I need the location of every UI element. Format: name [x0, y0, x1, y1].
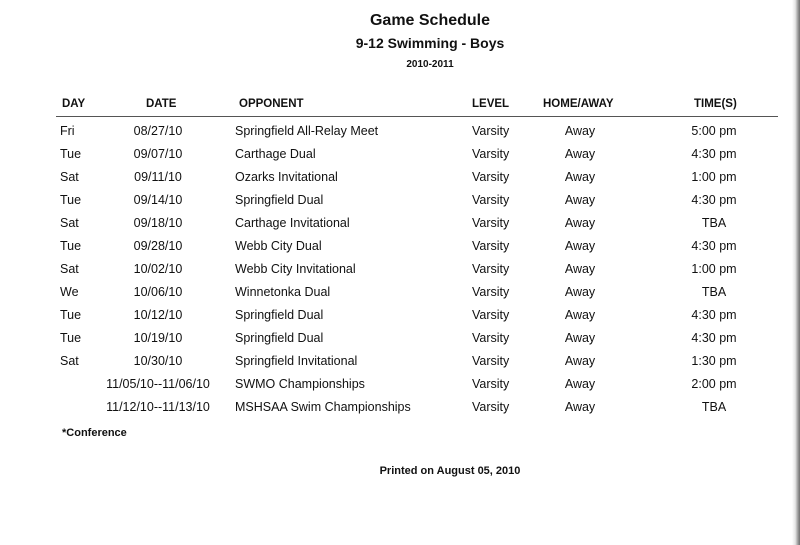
cell-time: 4:30 pm — [691, 147, 737, 161]
cell-date: 10/12/10 — [133, 308, 183, 322]
cell-opponent: Winnetonka Dual — [235, 285, 331, 299]
cell-home-away: Away — [564, 124, 596, 138]
cell-date: 08/27/10 — [133, 124, 183, 138]
cell-home-away: Away — [564, 193, 596, 207]
header-opponent: OPPONENT — [239, 98, 304, 110]
cell-time: TBA — [701, 216, 727, 230]
schedule-table-body — [0, 124, 800, 423]
page-subtitle: 9-12 Swimming - Boys — [355, 35, 505, 51]
cell-time: 2:00 pm — [691, 377, 737, 391]
cell-level: Varsity — [472, 377, 510, 391]
header-day: DAY — [62, 98, 86, 110]
cell-time: TBA — [701, 400, 727, 414]
cell-opponent: Webb City Invitational — [235, 262, 356, 276]
cell-level: Varsity — [472, 400, 510, 414]
cell-opponent: Springfield Dual — [235, 193, 324, 207]
cell-opponent: Springfield Invitational — [235, 354, 358, 368]
table-row — [0, 262, 800, 285]
cell-day: Sat — [60, 354, 79, 368]
cell-home-away: Away — [564, 239, 596, 253]
cell-level: Varsity — [472, 239, 510, 253]
cell-opponent: Webb City Dual — [235, 239, 322, 253]
season-label: 2010-2011 — [406, 59, 454, 70]
cell-home-away: Away — [564, 285, 596, 299]
table-row — [0, 400, 800, 423]
cell-home-away: Away — [564, 331, 596, 345]
cell-day: Sat — [60, 170, 79, 184]
cell-level: Varsity — [472, 170, 510, 184]
header-date: DATE — [146, 98, 177, 110]
cell-day: We — [60, 285, 79, 299]
cell-time: 5:00 pm — [691, 124, 737, 138]
cell-date: 09/07/10 — [133, 147, 183, 161]
cell-home-away: Away — [564, 170, 596, 184]
cell-opponent: MSHSAA Swim Championships — [235, 400, 411, 414]
cell-date: 10/02/10 — [133, 262, 183, 276]
table-row — [0, 170, 800, 193]
cell-opponent: SWMO Championships — [235, 377, 365, 391]
table-row — [0, 308, 800, 331]
cell-home-away: Away — [564, 400, 596, 414]
cell-home-away: Away — [564, 216, 596, 230]
header-level: LEVEL — [472, 98, 510, 110]
header-divider — [56, 116, 778, 117]
cell-home-away: Away — [564, 377, 596, 391]
cell-date: 09/18/10 — [133, 216, 183, 230]
cell-opponent: Ozarks Invitational — [235, 170, 338, 184]
cell-day: Tue — [60, 331, 82, 345]
cell-level: Varsity — [472, 285, 510, 299]
cell-level: Varsity — [472, 262, 510, 276]
table-row — [0, 124, 800, 147]
cell-level: Varsity — [472, 308, 510, 322]
table-row — [0, 216, 800, 239]
cell-day: Tue — [60, 193, 82, 207]
cell-level: Varsity — [472, 147, 510, 161]
table-row — [0, 285, 800, 308]
cell-time: 4:30 pm — [691, 239, 737, 253]
cell-date: 11/05/10--11/06/10 — [106, 377, 210, 391]
cell-date: 10/30/10 — [133, 354, 183, 368]
cell-date: 10/06/10 — [133, 285, 183, 299]
cell-day: Fri — [60, 124, 75, 138]
cell-level: Varsity — [472, 331, 510, 345]
cell-level: Varsity — [472, 354, 510, 368]
conference-footnote: *Conference — [62, 427, 127, 439]
cell-time: 1:00 pm — [691, 262, 737, 276]
cell-day: Sat — [60, 262, 79, 276]
table-row — [0, 193, 800, 216]
printed-date: Printed on August 05, 2010 — [379, 465, 521, 477]
cell-date: 11/12/10--11/13/10 — [106, 400, 210, 414]
cell-level: Varsity — [472, 124, 510, 138]
cell-time: 4:30 pm — [691, 308, 737, 322]
cell-day: Tue — [60, 147, 82, 161]
page-title: Game Schedule — [369, 12, 491, 29]
table-row — [0, 239, 800, 262]
cell-opponent: Springfield Dual — [235, 331, 324, 345]
table-header — [0, 97, 800, 115]
cell-opponent: Springfield Dual — [235, 308, 324, 322]
cell-time: 1:00 pm — [691, 170, 737, 184]
cell-home-away: Away — [564, 308, 596, 322]
cell-day: Tue — [60, 239, 82, 253]
header-home-away: HOME/AWAY — [543, 98, 614, 110]
cell-date: 10/19/10 — [133, 331, 183, 345]
cell-opponent: Carthage Invitational — [235, 216, 350, 230]
cell-day: Tue — [60, 308, 82, 322]
table-row — [0, 147, 800, 170]
cell-time: TBA — [701, 285, 727, 299]
cell-day: Sat — [60, 216, 79, 230]
header-time: TIME(S) — [694, 98, 737, 110]
cell-home-away: Away — [564, 147, 596, 161]
cell-level: Varsity — [472, 216, 510, 230]
cell-level: Varsity — [472, 193, 510, 207]
table-row — [0, 331, 800, 354]
cell-date: 09/28/10 — [133, 239, 183, 253]
cell-opponent: Carthage Dual — [235, 147, 316, 161]
cell-home-away: Away — [564, 262, 596, 276]
table-row — [0, 354, 800, 377]
cell-time: 1:30 pm — [691, 354, 737, 368]
cell-time: 4:30 pm — [691, 193, 737, 207]
cell-date: 09/11/10 — [134, 170, 182, 184]
cell-date: 09/14/10 — [133, 193, 183, 207]
cell-opponent: Springfield All-Relay Meet — [235, 124, 379, 138]
cell-time: 4:30 pm — [691, 331, 737, 345]
table-row — [0, 377, 800, 400]
cell-home-away: Away — [564, 354, 596, 368]
